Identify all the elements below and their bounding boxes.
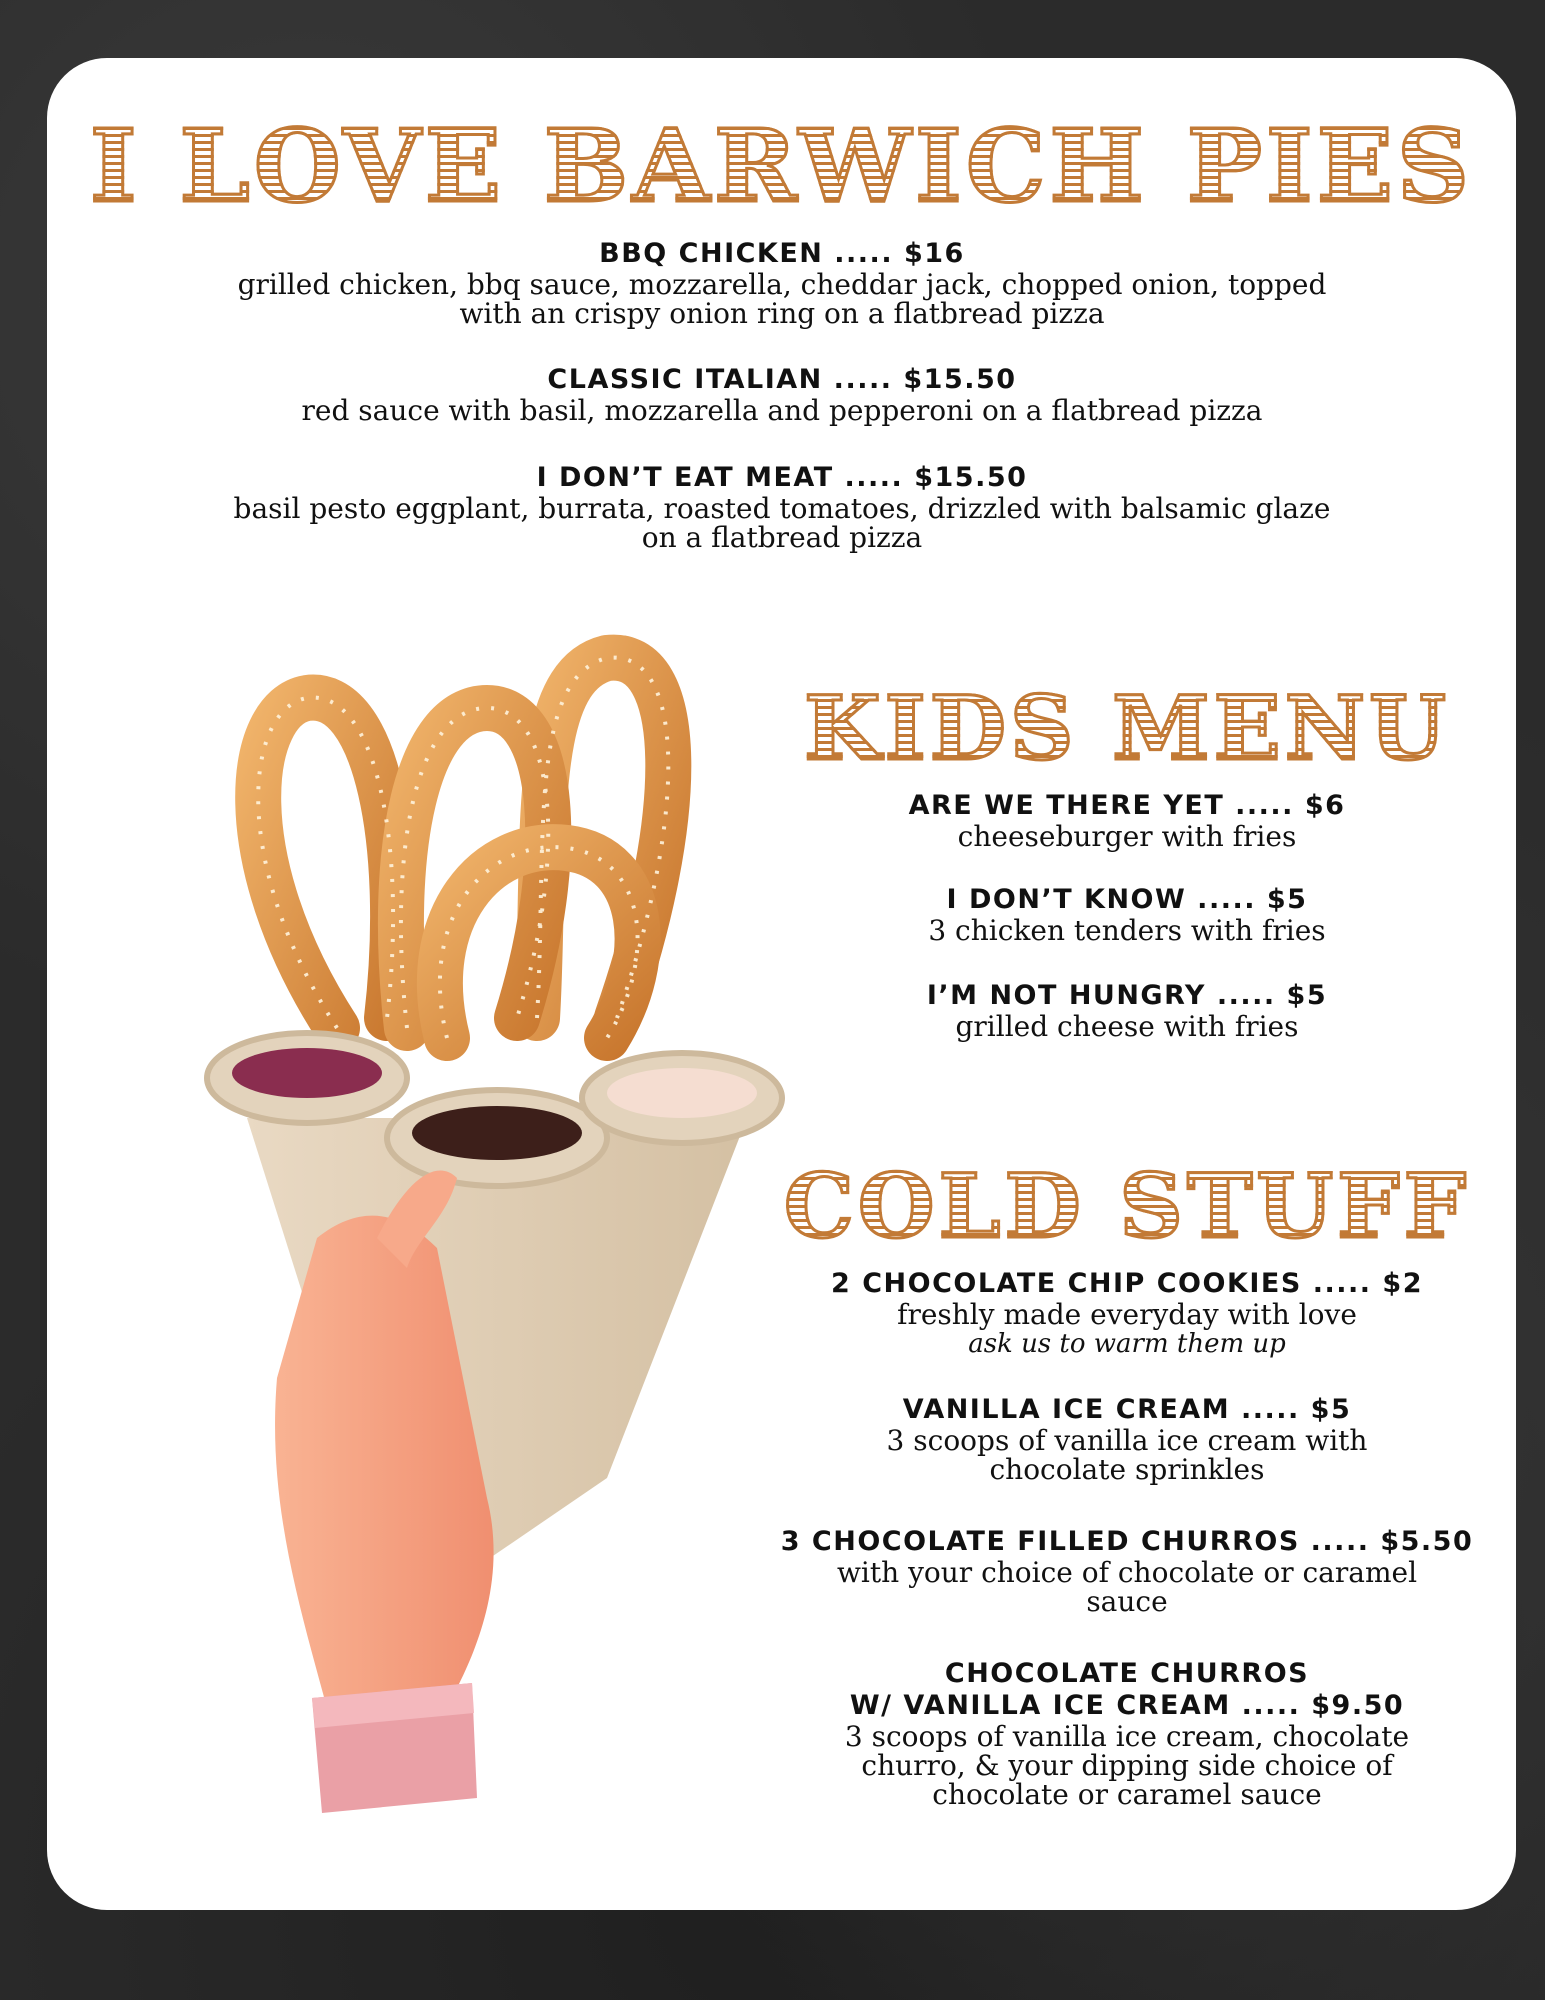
item-name: 3 CHOCOLATE FILLED CHURROS ..... $5.50 (780, 1526, 1474, 1557)
main-title: I LOVE BARWICH PIES (47, 106, 1516, 226)
menu-item (747, 884, 1507, 945)
item-description: grilled chicken, bbq sauce, mozzarella, cheddar jack, chopped onion, topped (237, 268, 1327, 301)
item-name: BBQ CHICKEN ..... $16 (599, 238, 965, 269)
item-description-line2: churro, & your dipping side choice of (861, 1749, 1393, 1782)
item-description: 3 scoops of vanilla ice cream with (886, 1424, 1368, 1457)
churros-illustration (187, 598, 807, 1838)
item-description-line2: with an crispy onion ring on a flatbread pizza (459, 297, 1105, 330)
item-description-line2: chocolate sprinkles (989, 1453, 1265, 1486)
menu-item (747, 980, 1507, 1041)
item-name: CLASSIC ITALIAN ..... $15.50 (547, 364, 1017, 395)
menu-item (747, 790, 1507, 851)
menu-item (747, 1394, 1507, 1484)
item-description: red sauce with basil, mozzarella and pepperoni on a flatbread pizza (301, 394, 1263, 427)
kids-menu-title: KIDS MENU (747, 678, 1507, 778)
item-description-line3: chocolate or caramel sauce (932, 1778, 1322, 1811)
menu-item (167, 364, 1397, 425)
item-description: with your choice of chocolate or caramel (836, 1556, 1418, 1589)
item-description-line2: on a flatbread pizza (641, 521, 923, 554)
item-name-line2: W/ VANILLA ICE CREAM ..... $9.50 (849, 1690, 1405, 1721)
item-name: CHOCOLATE CHURROS (944, 1658, 1310, 1689)
item-note: ask us to warm them up (968, 1329, 1286, 1359)
item-name: I DON’T EAT MEAT ..... $15.50 (536, 462, 1028, 493)
item-description: freshly made everyday with love (897, 1298, 1357, 1331)
item-description: 3 chicken tenders with fries (928, 914, 1326, 947)
menu-item (747, 1658, 1507, 1809)
menu-item (747, 1268, 1507, 1359)
item-description: cheeseburger with fries (957, 820, 1297, 853)
menu-card (47, 58, 1516, 1910)
menu-item (167, 238, 1397, 328)
item-description: basil pesto eggplant, burrata, roasted tomatoes, drizzled with balsamic glaze (233, 492, 1331, 525)
item-description: 3 scoops of vanilla ice cream, chocolate (844, 1720, 1410, 1753)
item-name: VANILLA ICE CREAM ..... $5 (902, 1394, 1352, 1425)
item-description: grilled cheese with fries (955, 1010, 1299, 1043)
item-name: 2 CHOCOLATE CHIP COOKIES ..... $2 (831, 1268, 1423, 1299)
item-description-line2: sauce (1086, 1585, 1168, 1618)
item-name: I DON’T KNOW ..... $5 (946, 884, 1308, 915)
cold-stuff-title: COLD STUFF (747, 1156, 1507, 1256)
item-name: ARE WE THERE YET ..... $6 (908, 790, 1346, 821)
menu-item (747, 1526, 1507, 1616)
menu-item (167, 462, 1397, 552)
item-name: I’M NOT HUNGRY ..... $5 (926, 980, 1328, 1011)
